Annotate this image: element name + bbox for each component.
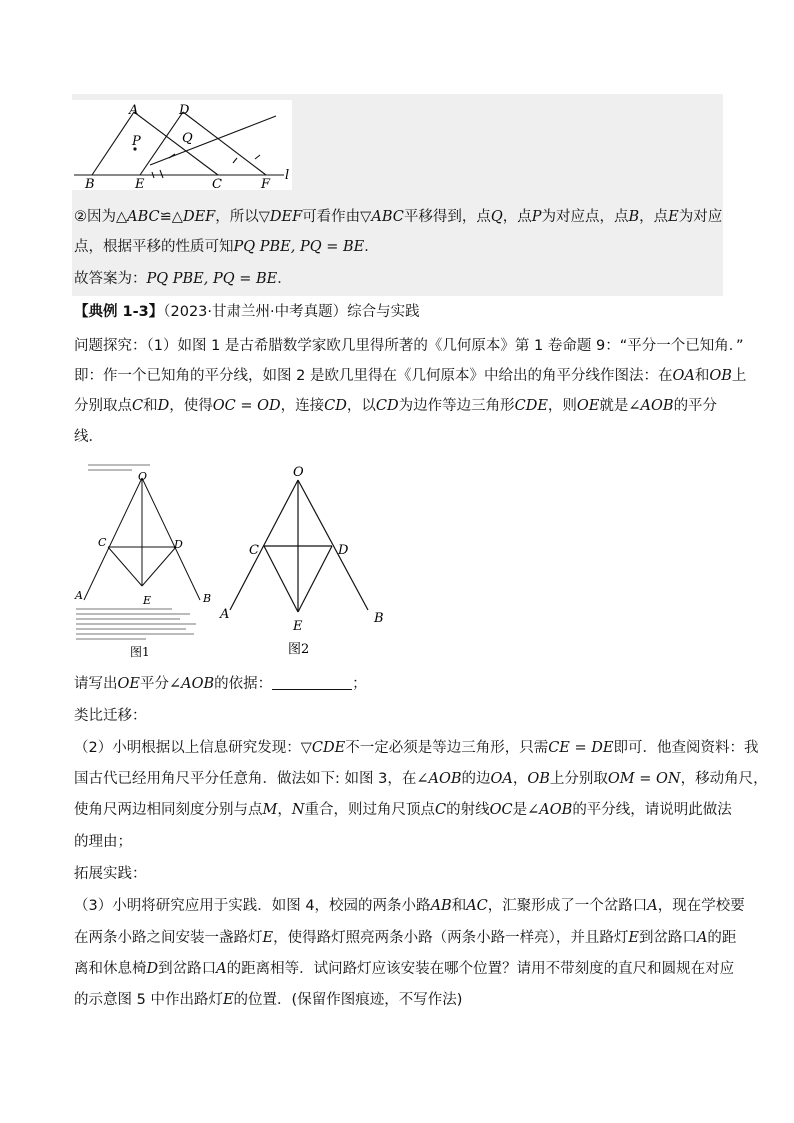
q3-line-4 [74,990,462,1010]
text: 即可．他查阅资料：我 [613,740,759,756]
text: ， [512,771,528,787]
text: 重合，则过角尺顶点 [304,802,436,818]
math: OE [576,398,600,414]
text: ，以 [346,398,376,414]
text: 线． [74,429,103,445]
text: 可看作由▽ [302,209,372,225]
math: CD [375,398,399,414]
text: 请写出 [74,676,118,692]
text: ，现在学校要 [657,898,745,914]
text: 的平分线，请说明此做法 [572,802,732,818]
text: 的位置．(保留作图痕迹，不写作法) [233,992,463,1008]
text: 在两条小路之间安装一盏路灯 [74,930,263,946]
label-E: E [135,177,145,192]
fig2-label-B: B [374,611,384,626]
text: 拓展实践： [74,866,147,882]
math: AB [430,898,452,914]
math: P [531,209,542,225]
q1-line-4 [74,427,103,447]
math: DEF [182,209,216,225]
q3-line-2 [74,928,736,948]
text: 到岔路口 [158,961,217,977]
label-l: l [285,168,290,183]
math: D [146,961,159,977]
fig1-label-B: B [203,592,212,605]
q1-line-3 [74,396,717,416]
text: ，连接 [280,398,325,414]
text: 即：作一个已知角的平分线，如图 2 是欧几里得在《几何原本》中给出的角平分线作图法：在 [74,368,673,384]
math: M [262,802,278,818]
text: 分别取点 [74,398,132,414]
fig1-label-D: D [174,538,183,551]
q2-line-1 [74,738,758,758]
math: ABC [127,209,160,225]
text: 离和休息椅 [74,961,147,977]
fig2-label-O: O [293,465,304,480]
text: 平移得到，点 [403,209,491,225]
ask-line [74,674,367,694]
math: CDE [311,740,346,756]
q2-line-2 [74,769,768,789]
fig2-label-A: A [220,607,230,622]
text: ≌△ [159,209,183,225]
math: CD [324,398,347,414]
text: ； [352,676,367,692]
math: A [216,961,227,977]
math: OM = ON [607,771,681,787]
math: N [291,802,305,818]
label-D: D [179,103,190,118]
text: ，使得 [169,398,213,414]
figure-1-euclid [72,460,222,660]
figure-1-caption: 图1 [130,645,150,659]
math: E [262,930,274,946]
text: 国古代已经用角尺平分任意角．做法如下: 如图 3，在 [74,771,417,787]
expand-heading [74,864,147,884]
translation-triangles-figure [72,98,294,192]
math: E [222,992,234,1008]
label-A: A [129,103,139,118]
q1-line-1 [74,336,743,356]
math: ∠AOB [168,676,215,692]
math: ABC [371,209,404,225]
math: B [628,209,640,225]
math: DEF [269,209,303,225]
analogy-heading [74,706,147,726]
math: D [157,398,170,414]
math: A [647,898,658,914]
label-P: P [132,134,141,149]
text: 平分 [139,676,169,692]
text: ，点 [639,209,669,225]
math: ∠AOB [416,771,462,787]
fig2-label-C: C [249,543,259,558]
text: 的距 [707,930,737,946]
text: 点，根据平移的性质可知 [74,239,234,255]
math: C [435,802,447,818]
text: ，则 [547,398,577,414]
solution-line-1 [74,207,722,227]
fig2-label-D: D [338,543,349,558]
text: 的理由； [74,834,132,850]
math: OB [527,771,550,787]
answer-blank[interactable] [272,675,352,690]
q3-line-3 [74,959,734,979]
text: 上分别取 [549,771,608,787]
figure-2-caption: 图2 [288,642,310,657]
text: ，使得路灯照亮两条小路（两条小路一样亮），并且路灯 [273,930,629,946]
label-C: C [212,177,222,192]
text: 不一定必须是等边三角形，只需 [345,740,549,756]
text: 的射线 [446,802,490,818]
math: Q [490,209,503,225]
text: 到岔路口 [638,930,697,946]
label-B: B [85,177,95,192]
text: 的距离相等．试问路灯应该安装在哪个位置？请用不带刻度的直尺和圆规在对应 [226,961,735,977]
text: ，移动角尺， [680,771,768,787]
example-header [74,302,420,322]
text: 和 [451,898,467,914]
math: ∠AOB [628,398,674,414]
text: 是 [512,802,528,818]
fig1-label-A: A [75,589,83,602]
text: 故答案为： [74,271,147,287]
text: 类比迁移： [74,708,147,724]
text: 的依据： [214,676,273,692]
answer-line [74,269,292,289]
math: PQ PBE, PQ = BE [146,271,278,287]
q2-line-4 [74,832,132,852]
text: ． [364,239,379,255]
math: PQ PBE, PQ = BE [233,239,365,255]
text: 问题探究：（1）如图 1 是古希腊数学家欧几里得所著的《几何原本》第 1 卷命题 9：“平分一个已知角．” [74,338,744,354]
q1-line-2 [74,366,746,386]
label-F: F [261,177,271,192]
example-tag: 【典例 1-3】 [74,304,164,320]
math: OC [489,802,513,818]
math: OC = OD [212,398,281,414]
math: OB [709,368,732,384]
text: 使角尺两边相同刻度分别与点 [74,802,263,818]
math: AC [466,898,488,914]
label-Q: Q [182,131,193,146]
example-source: （2023·甘肃兰州·中考真题）综合与实践 [163,304,420,320]
q3-line-1 [74,896,745,916]
text: ，所以▽ [215,209,270,225]
text: 上 [731,368,747,384]
text: 和 [694,368,710,384]
text: 的平分 [673,398,718,414]
text: ，汇聚形成了一个岔路口 [487,898,648,914]
fig1-label-O: O [138,470,148,483]
fig2-label-E: E [293,619,303,634]
text: 就是 [599,398,629,414]
math: E [628,930,639,946]
text: 为对应点，点 [541,209,629,225]
text: ②因为△ [74,209,128,225]
text: ，点 [502,209,532,225]
text: ． [277,271,292,287]
text: ， [277,802,292,818]
q2-line-3 [74,800,732,820]
math: C [132,398,144,414]
math: A [696,930,708,946]
text: （3）小明将研究应用于实践．如图 4，校园的两条小路 [74,898,431,914]
math: E [668,209,679,225]
figure-2-bisector [216,458,388,658]
math: OA [490,771,513,787]
math: ∠AOB [527,802,573,818]
text: 的示意图 5 中作出路灯 [74,992,223,1008]
math: OA [672,368,695,384]
text: 和 [143,398,158,414]
text: （2）小明根据以上信息研究发现：▽ [74,740,312,756]
fig1-label-E: E [143,594,152,607]
text: 为边作等边三角形 [398,398,515,414]
solution-line-2 [74,237,379,257]
text: 的边 [461,771,491,787]
fig1-label-C: C [98,536,107,549]
text: 为对应 [678,209,723,225]
math: CDE [514,398,548,414]
math: CE = DE [548,740,614,756]
math: OE [117,676,140,692]
